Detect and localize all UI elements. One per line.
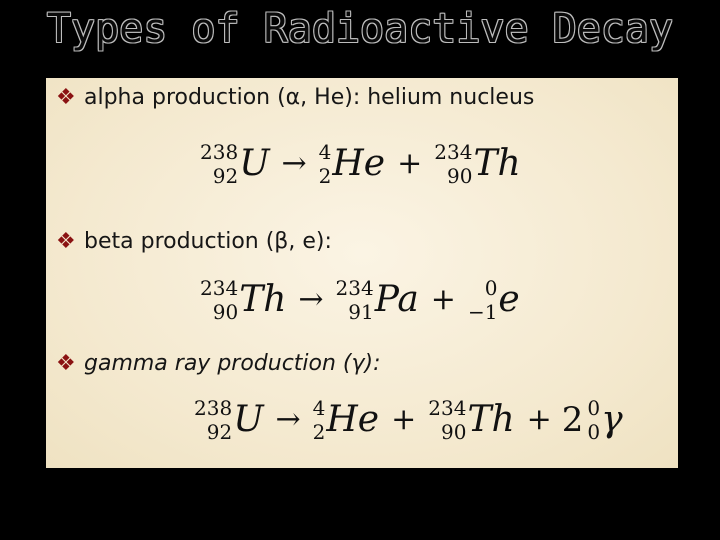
atomic-number: 92 — [206, 420, 233, 444]
plus-sign: + — [526, 402, 552, 437]
element-symbol: U — [233, 399, 264, 440]
mass-number: 4 — [312, 396, 326, 420]
gamma-symbol: γ — [601, 399, 623, 440]
slide-title: Types of Radioactive Decay — [46, 6, 674, 52]
nuclide-reactant — [194, 398, 264, 442]
nuclide-product-1 — [319, 142, 385, 186]
atomic-number: 91 — [348, 300, 374, 324]
diamond-bullet-icon: ❖ — [56, 228, 76, 254]
atomic-number: −1 — [467, 300, 498, 324]
atomic-number: 90 — [212, 300, 239, 324]
arrow-icon: → — [281, 146, 307, 181]
element-symbol: Th — [473, 143, 521, 184]
element-symbol: U — [239, 143, 270, 184]
equation-gamma-decay — [192, 398, 625, 442]
plus-sign: + — [430, 282, 456, 317]
mass-number: 238 — [194, 396, 233, 420]
nuclide-product-2 — [428, 398, 514, 442]
mass-number: 0 — [587, 396, 601, 420]
nuclide-product-1 — [313, 398, 379, 442]
atomic-number: 90 — [440, 420, 467, 444]
plus-sign: + — [397, 146, 423, 181]
nuclide-product-2 — [468, 278, 520, 322]
diamond-bullet-icon: ❖ — [56, 350, 76, 376]
mass-number: 234 — [335, 276, 374, 300]
arrow-icon: → — [275, 402, 301, 437]
coefficient: 2 — [561, 400, 584, 440]
element-symbol: e — [498, 279, 520, 320]
bullet-gamma — [56, 351, 381, 376]
atomic-number: 0 — [587, 420, 601, 444]
mass-number: 234 — [200, 276, 239, 300]
bullet-alpha — [56, 85, 534, 110]
mass-number: 234 — [428, 396, 467, 420]
mass-number: 4 — [318, 140, 332, 164]
arrow-icon: → — [298, 282, 324, 317]
bullet-gamma-text: gamma ray production (γ): — [84, 351, 381, 376]
element-symbol: Th — [467, 399, 515, 440]
nuclide-product-1 — [336, 278, 419, 322]
mass-number: 238 — [200, 140, 239, 164]
nuclide-reactant — [200, 142, 270, 186]
diamond-bullet-icon: ❖ — [56, 84, 76, 110]
bullet-beta — [56, 229, 332, 254]
element-symbol: He — [332, 143, 386, 184]
atomic-number: 2 — [318, 164, 332, 188]
atomic-number: 92 — [212, 164, 239, 188]
nuclide-product-2 — [434, 142, 520, 186]
nuclide-product-3 — [587, 398, 622, 442]
equation-beta-decay — [198, 278, 522, 322]
bullet-beta-text: beta production (β, e): — [84, 229, 332, 254]
element-symbol: He — [326, 399, 380, 440]
atomic-number: 2 — [312, 420, 326, 444]
nuclide-reactant — [200, 278, 286, 322]
plus-sign: + — [391, 402, 417, 437]
mass-number: 234 — [434, 140, 473, 164]
element-symbol: Th — [239, 279, 287, 320]
bullet-alpha-text: alpha production (α, He): helium nucleus — [84, 85, 535, 110]
atomic-number: 90 — [446, 164, 473, 188]
element-symbol: Pa — [374, 279, 419, 320]
equation-alpha-decay — [198, 142, 523, 186]
mass-number: 0 — [484, 276, 498, 300]
